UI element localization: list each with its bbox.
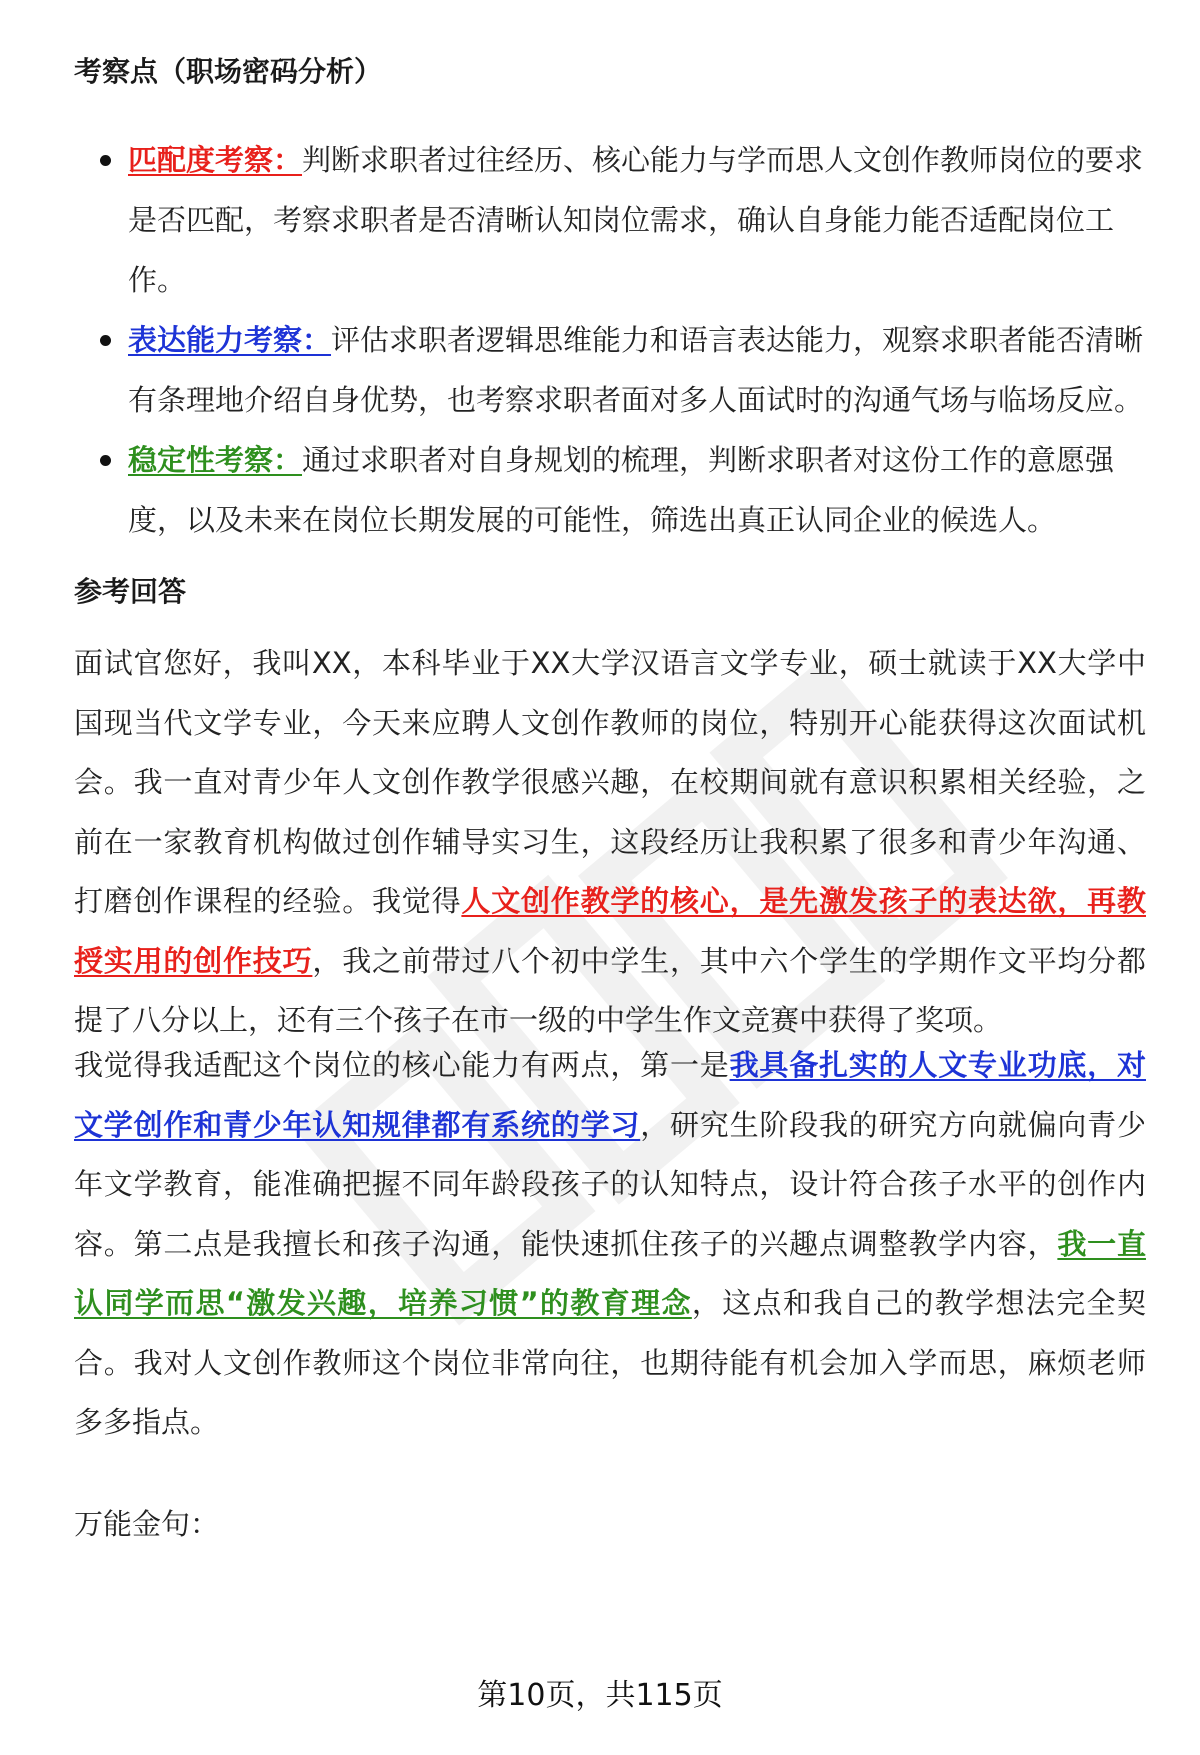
paragraph-2-highlight-blue: 我具备扎实的人文专业功底，对文学创作和青少年认知规律都有系统的学习: [74, 1048, 1146, 1142]
paragraph-2-text-after: ，这点和我自己的教学想法完全契合。我对人文创作教师这个岗位非常向往，也期待能有机会加入学而思，麻烦老师多多指点。: [74, 1286, 1146, 1439]
page-number: 第10页，共115页: [477, 1678, 723, 1713]
paragraph-1-highlight: 人文创作教学的核心，是先激发孩子的表达欲，再教授实用的创作技巧: [74, 884, 1146, 978]
examination-points-list: [74, 130, 1146, 550]
answer-paragraph-2: [74, 1036, 1146, 1453]
item-text-expression: 评估求职者逻辑思维能力和语言表达能力，观察求职者能否清晰有条理地介绍自身优势，也考察求职者面对多人面试时的沟通气场与临场反应。: [128, 323, 1144, 417]
paragraph-1-text-before: 面试官您好，我叫XX，本科毕业于XX大学汉语言文学专业，硕士就读于XX大学中国现当代文学专业，今天来应聘人文创作教师的岗位，特别开心能获得这次面试机会。我一直对青少年人文创作教学很感兴趣，在校期间就有意识积累相关经验，之前在一家教育机构做过创作辅导实习生，这段经历让我积累了很多和青少年沟通、打磨创作课程的经验。我觉得: [74, 646, 1146, 918]
paragraph-1-text-after: ，我之前带过八个初中学生，其中六个学生的学期作文平均分都提了八分以上，还有三个孩子在市一级的中学生作文竞赛中获得了奖项。: [74, 943, 1146, 1037]
section-title-reference-answer: 参考回答: [74, 575, 187, 608]
answer-paragraph-1: [74, 634, 1146, 1051]
item-text-matching: 判断求职者过往经历、核心能力与学而思人文创作教师岗位的要求是否匹配，考察求职者是否清晰认知岗位需求，确认自身能力能否适配岗位工作。: [128, 143, 1144, 297]
keyword-stability: 稳定性考察：: [128, 443, 303, 477]
list-item-expression: [74, 310, 1146, 430]
paragraph-2-text-before: 我觉得我适配这个岗位的核心能力有两点，第一是: [74, 1048, 730, 1082]
item-text-stability: 通过求职者对自身规划的梳理，判断求职者对这份工作的意愿强度，以及未来在岗位长期发展的可能性，筛选出真正认同企业的候选人。: [128, 443, 1115, 537]
bullet-icon: [100, 155, 111, 166]
list-item-stability: [74, 430, 1146, 550]
keyword-expression: 表达能力考察：: [128, 323, 332, 357]
list-item-matching: [74, 130, 1146, 310]
keyword-matching: 匹配度考察：: [128, 143, 303, 177]
section-title-examination-points: 考察点（职场密码分析）: [74, 55, 383, 88]
bullet-icon: [100, 455, 111, 466]
paragraph-2-highlight-green: 我一直认同学而思“激发兴趣，培养习惯”的教育理念: [74, 1226, 1146, 1320]
paragraph-2-text-middle: ，研究生阶段我的研究方向就偏向青少年文学教育，能准确把握不同年龄段孩子的认知特点，设计符合孩子水平的创作内容。第二点是我擅长和孩子沟通，能快速抓住孩子的兴趣点调整教学内容，: [74, 1107, 1146, 1261]
bullet-icon: [100, 335, 111, 346]
answer-paragraph-3: 万能金句：: [74, 1507, 220, 1541]
